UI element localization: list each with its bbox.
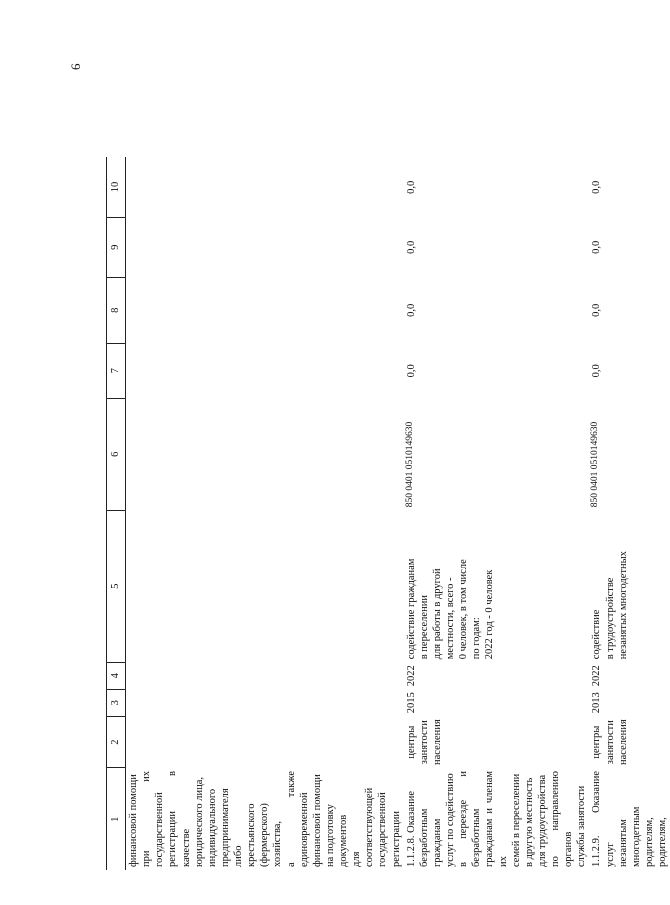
value-cell: 0,0 <box>405 364 417 378</box>
value-cell <box>126 277 404 343</box>
start-year-cell <box>126 689 404 716</box>
value-cell: 0,0 <box>591 240 603 254</box>
end-year-cell: 2022 <box>591 665 603 687</box>
header-cell: 8 <box>107 277 126 343</box>
measure-name-cell: финансовой помощи при их государственной регистрации в качестве юридического лица, индивидуального предпринимателя либо крестьянского (фермерского) хозяйства, а также единовременной финансовой помощи на подготовку документов для соответствующей государственной регистрации <box>128 771 402 867</box>
value-cell: 0,0 <box>591 364 603 378</box>
end-year-cell <box>126 662 404 689</box>
table-row <box>126 157 404 870</box>
header-cell: 6 <box>107 398 126 510</box>
table-header-row <box>107 157 126 870</box>
header-cell: 4 <box>107 662 126 689</box>
table-row <box>404 157 590 870</box>
end-year-cell: 2022 <box>405 665 417 687</box>
result-cell <box>126 510 404 662</box>
value-cell <box>126 217 404 277</box>
measure-name-cell: 1.1.2.9. Оказание услуг незанятым многодетным родителям, родителям, <box>591 771 668 867</box>
executor-cell <box>126 716 404 768</box>
result-cell: содействие в трудоустройстве незанятых многодетных <box>591 551 629 660</box>
result-cell: содействие гражданам в переселении для работы в другой местности, всего - 0 человек, в том числе по годам: 2022 год - 0 человек <box>405 558 496 660</box>
executor-cell: центры занятости населения <box>591 719 629 765</box>
table-row <box>589 157 670 870</box>
measure-name-cell: 1.1.2.8. Оказание безработным гражданам услуг по содействию в переезде и безработным гражданам и членам их семей в переселении в другую местность для трудоустройства по направлению органов службы занятости <box>405 771 588 867</box>
value-cell: 0,0 <box>591 180 603 194</box>
header-cell: 9 <box>107 217 126 277</box>
header-cell: 3 <box>107 689 126 716</box>
header-cell: 2 <box>107 716 126 768</box>
header-cell: 10 <box>107 157 126 217</box>
kbk-cell <box>126 398 404 510</box>
program-table <box>106 157 670 870</box>
header-cell: 5 <box>107 510 126 662</box>
value-cell: 0,0 <box>405 240 417 254</box>
header-cell: 7 <box>107 343 126 398</box>
value-cell <box>126 157 404 217</box>
kbk-cell: 850 0401 0510149630 <box>590 421 601 508</box>
kbk-cell: 850 0401 0510149630 <box>404 421 415 508</box>
header-cell: 1 <box>107 768 126 870</box>
executor-cell: центры занятости населения <box>405 719 443 765</box>
start-year-cell: 2013 <box>591 692 603 714</box>
value-cell: 0,0 <box>591 303 603 317</box>
value-cell <box>126 343 404 398</box>
page-number: 6 <box>68 63 83 70</box>
value-cell: 0,0 <box>405 180 417 194</box>
value-cell: 0,0 <box>405 303 417 317</box>
start-year-cell: 2015 <box>405 692 417 714</box>
